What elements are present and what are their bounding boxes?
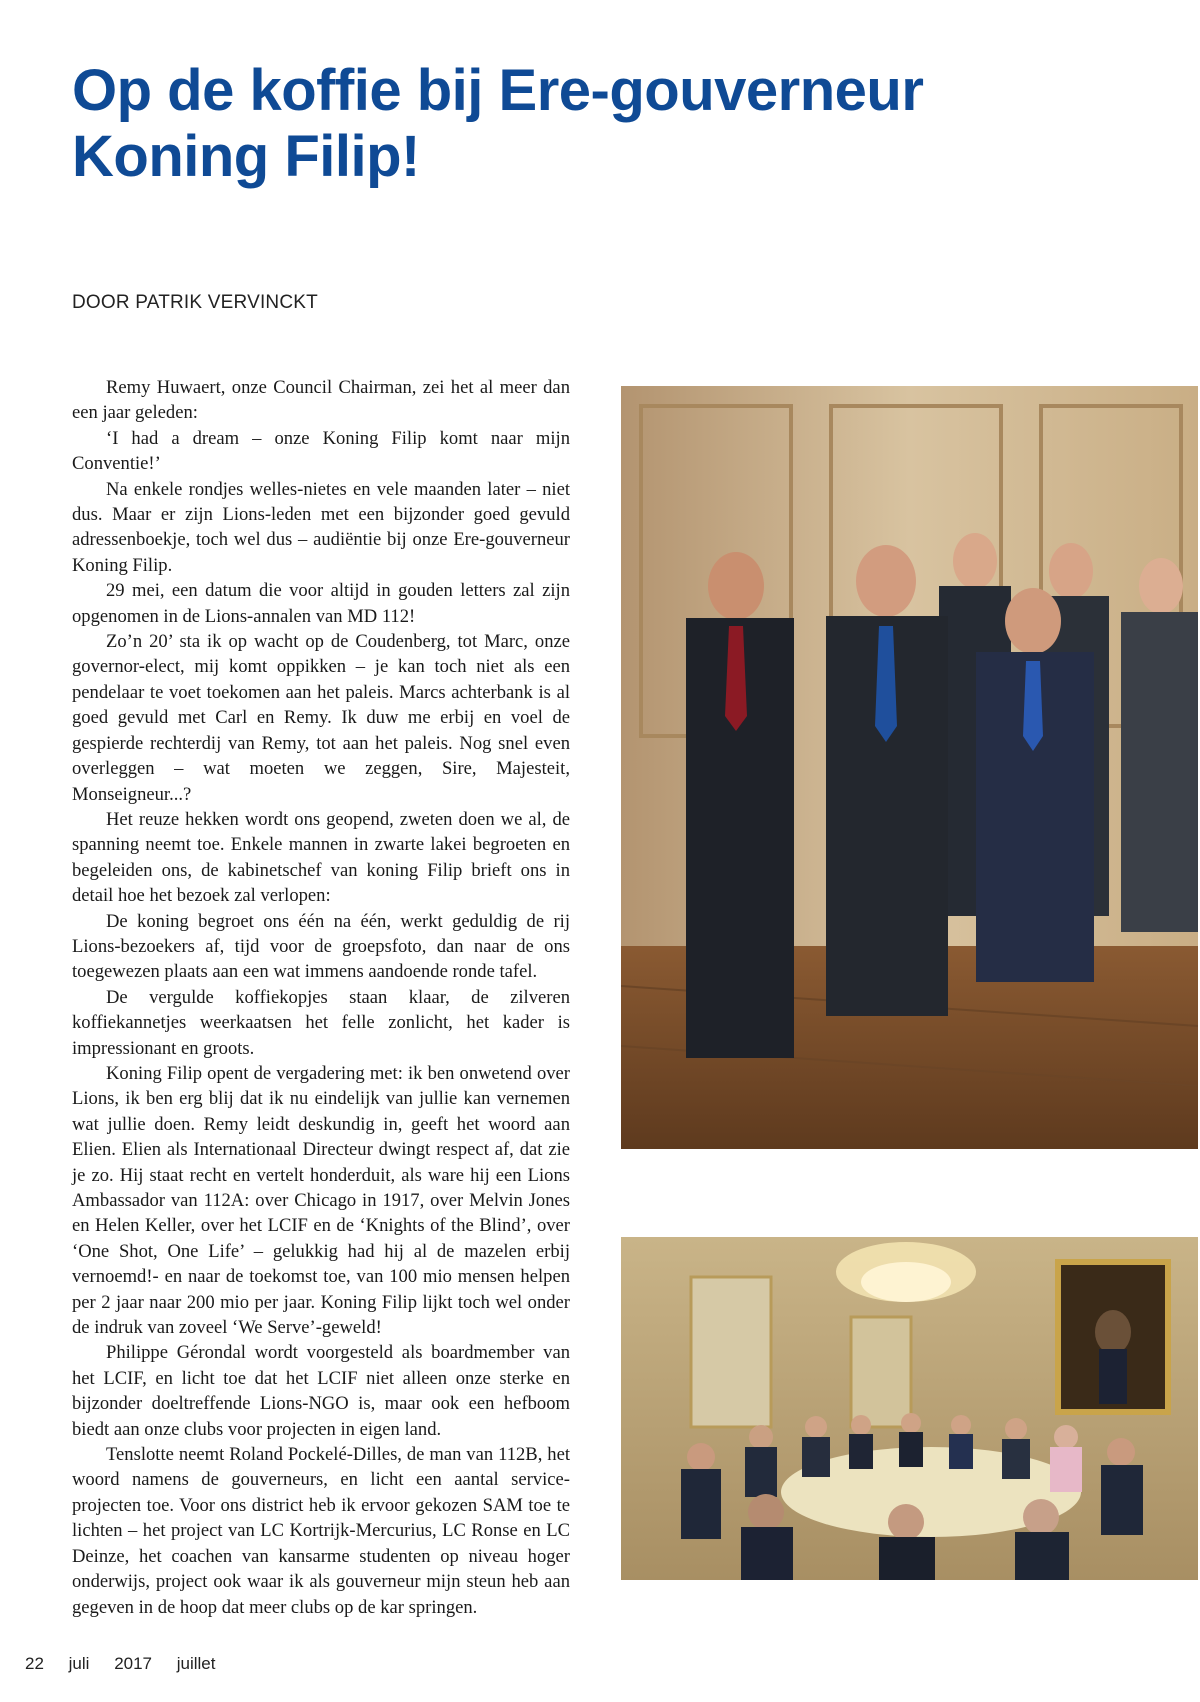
paragraph: 29 mei, een datum die voor altijd in gouden letters zal zijn opgenomen in de Lions-annalen van MD 112! xyxy=(72,580,570,627)
paragraph: ‘I had a dream – onze Koning Filip komt naar mijn Conventie!’ xyxy=(72,427,570,475)
issue-year: 2017 xyxy=(114,1654,153,1673)
byline: DOOR PATRIK VERVINCKT xyxy=(72,292,318,313)
paragraph: Koning Filip opent de vergadering met: ik ben onwetend over Lions, ik ben erg blij dat ik nu eindelijk van jullie kan vernemen wat jullie doen. Remy leidt deskundig in, geeft het woord aan Elien. Elien als Internationaal Directeur dwingt respect af, dat zie je zo. Hij staat recht en vertelt honderduit, als ware hij een Lions Ambassador van 112A: over Chicago in 1917, over Melvin Jones en Helen Keller, over het LCIF en de ‘Knights of the Blind’, over ‘One Shot, One Life’ – gelukkig had hij al de mazelen erbij vernoemd!- en naar de toekomst toe, van 100 mio mensen helpen per 2 jaar naar 200 mio per jaar. Koning Filip lijkt toch wel onder de indruk van zoveel ‘We Serve’-geweld! xyxy=(72,1062,570,1339)
issue-month-nl: juli xyxy=(68,1654,90,1673)
paragraph: Na enkele rondjes welles-nietes en vele maanden later – niet dus. Maar er zijn Lions-leden met een bijzonder goed gevuld adressenboekje, toch wel dus – audiëntie bij onze Ere-gouverneur Koning Filip. xyxy=(72,478,570,576)
page-number: 22 xyxy=(25,1654,44,1673)
issue-month-fr: juillet xyxy=(176,1654,216,1673)
paragraph: Zo’n 20’ sta ik op wacht op de Coudenberg, tot Marc, onze governor-elect, mij komt oppikken – je kan toch niet als een pendelaar te voet toekomen aan het paleis. Marcs achterbank is al goed gevuld met Carl en Remy. Ik duw me erbij en voel de gespierde rechterdij van Remy, tot aan het paleis. Nog snel even overleggen – wat moeten we zeggen, Sire, Majesteit, Monseigneur...? xyxy=(72,631,570,805)
article-title-line-2: Koning Filip! xyxy=(72,124,420,189)
paragraph: Tenslotte neemt Roland Pockelé-Dilles, de man van 112B, het woord namens de gouverneurs, en licht een aantal service-projecten toe. Voor ons district heb ik ervoor gekozen SAM toe te lichten – het project van LC Kortrijk-Mercurius, LC Ronse en LC Deinze, het coachen van kansarme studenten op niveau hoger onderwijs, project ook waar ik als gouverneur mijn steun heb aan gegeven in de hoop dat meer clubs op de kar springen. xyxy=(72,1444,570,1618)
group-photo xyxy=(621,386,1198,1149)
paragraph: De vergulde koffiekopjes staan klaar, de zilveren koffiekannetjes weerkaatsen het felle zonlicht, het kader is impressionant en groots. xyxy=(72,986,570,1059)
article-title xyxy=(72,58,972,190)
meeting-photo xyxy=(621,1237,1198,1580)
paragraph: Remy Huwaert, onze Council Chairman, zei het al meer dan een jaar geleden: xyxy=(72,377,570,424)
paragraph: Het reuze hekken wordt ons geopend, zweten doen we al, de spanning neemt toe. Enkele mannen in zwarte lakei begroeten en begeleiden ons, de kabinetschef van koning Filip brieft ons in detail hoe het bezoek zal verlopen: xyxy=(72,808,570,907)
paragraph: De koning begroet ons één na één, werkt geduldig de rij Lions-bezoekers af, tijd voor de groepsfoto, dan naar de ons toegewezen plaats aan een wat immens aandoende ronde tafel. xyxy=(72,910,570,983)
page-footer xyxy=(25,1654,236,1674)
paragraph: Philippe Gérondal wordt voorgesteld als boardmember van het LCIF, en licht toe dat het LCIF niet alleen onze sterke en bijzonder doeltreffende Lions-NGO is, maar ook een hefboom biedt aan onze clubs voor projecten in eigen land. xyxy=(72,1342,570,1440)
article-body xyxy=(72,375,570,1620)
article-title-line-1: Op de koffie bij Ere-gouverneur xyxy=(72,58,924,123)
